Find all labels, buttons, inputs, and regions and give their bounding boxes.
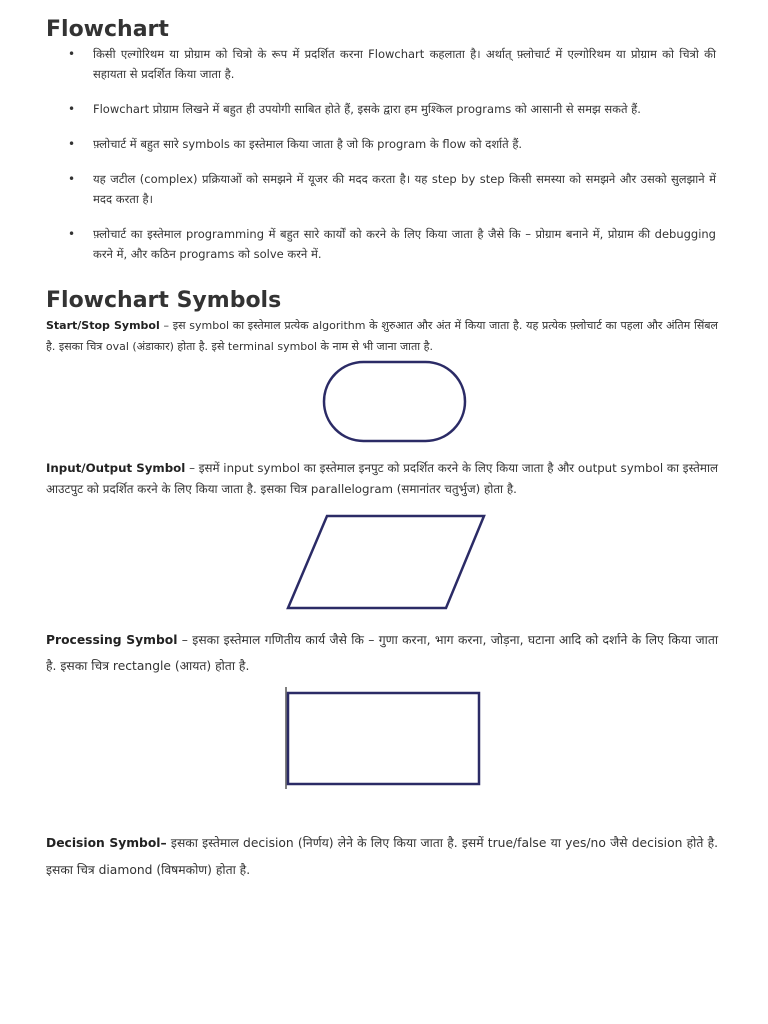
flowchart-symbols-heading: Flowchart Symbols [46,288,282,313]
processing-paragraph [46,627,718,679]
processing-description: – इसका इस्तेमाल गणितीय कार्य जैसे कि – गुणा करना, भाग करना, जोड़ना, घटाना आदि को दर्शाने के लिए किया जाता है. इसका चित्र rectangle (आयत) होता है. [46,633,719,673]
input-output-description: – इसमें input symbol का इस्तेमाल इनपुट को प्रदर्शित करने के लिए किया जाता है और output symbol का इस्तेमाल आउटपुट को प्रदर्शित करने के लिए किया जाता है. इसका चित्र parallelogram (समानांतर चतुर्भुज) होता है. [46,461,718,496]
start-stop-paragraph [46,315,718,357]
oval-terminal-symbol [322,360,468,444]
input-output-label: Input/Output Symbol [46,461,186,475]
parallelogram-io-symbol [284,512,488,612]
flowchart-heading: Flowchart [46,17,169,42]
start-stop-label: Start/Stop Symbol [46,319,160,332]
flowchart-bullet-list [46,44,716,279]
bullet-item: • यह जटील (complex) प्रक्रियाओं को समझने में यूजर की मदद करता है। यह step by step किसी समस्या को समझने और उसको सुलझाने में मदद करता है। [46,169,716,209]
decision-description: इसका इस्तेमाल decision (निर्णय) लेने के लिए किया जाता है. इसमें true/false या yes/no जैसे decision होते है. इसका चित्र diamond (विषमकोण) होता है. [46,836,719,877]
input-output-paragraph [46,458,718,500]
decision-label: Decision Symbol– [46,836,167,850]
bullet-item: • किसी एल्गोरिथम या प्रोग्राम को चित्रो के रूप में प्रदर्शित करना Flowchart कहलाता है। अर्थात् फ़्लोचार्ट में एल्गोरिथम या प्रोग्राम को चित्रो की सहायता से प्रदर्शित किया जाता है. [46,44,716,84]
decision-paragraph [46,830,718,884]
processing-label: Processing Symbol [46,633,178,647]
bullet-item: • फ़्लोचार्ट का इस्तेमाल programming में बहुत सारे कार्यों को करने के लिए किया जाता है जैसे कि – प्रोग्राम बनाने में, प्रोग्राम की debugging करने में, और कठिन programs को solve करने में. [46,224,716,264]
start-stop-description: – इस symbol का इस्तेमाल प्रत्येक algorithm के शुरुआत और अंत में किया जाता है. यह प्रत्येक फ़्लोचार्ट का पहला और अंतिम सिंबल है. इसका चित्र oval (अंडाकार) होता है. इसे terminal symbol के नाम से भी जाना जाता है. [46,319,718,353]
rectangle-process-symbol [284,687,484,789]
bullet-item: • फ़्लोचार्ट में बहुत सारे symbols का इस्तेमाल किया जाता है जो कि program के flow को दर्शाते हैं. [46,134,716,154]
bullet-item: • Flowchart प्रोग्राम लिखने में बहुत ही उपयोगी साबित होते हैं, इसके द्वारा हम मुश्किल programs को आसानी से समझ सकते हैं. [46,99,716,119]
